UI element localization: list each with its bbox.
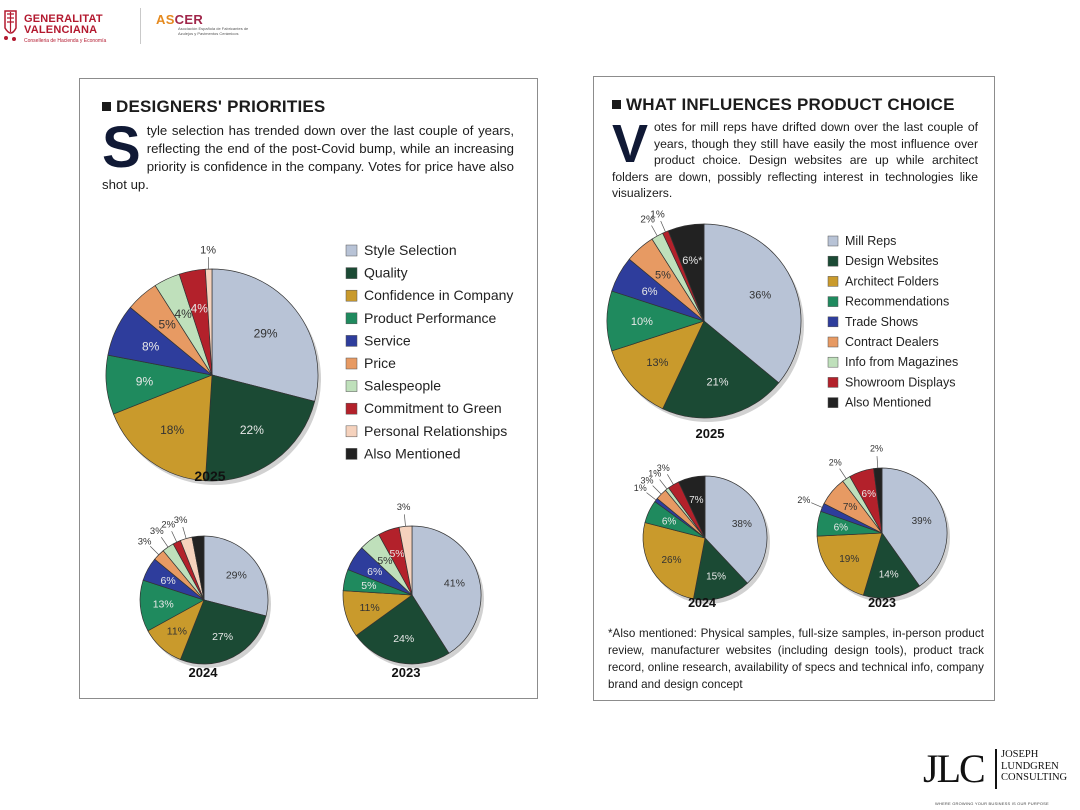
callout-label: 3% <box>656 462 670 473</box>
slice-label: 6% <box>160 574 176 587</box>
year-label: 2024 <box>688 596 716 610</box>
slice-label: 27% <box>212 631 234 644</box>
slice-label: 5% <box>158 317 176 332</box>
jlc-name-line1: JOSEPH <box>1001 749 1039 760</box>
slice-label: 21% <box>706 376 729 389</box>
bat-crest-icon <box>2 8 20 44</box>
callout-leader <box>172 531 177 542</box>
slice-label: 13% <box>646 356 669 369</box>
legend-item: Also Mentioned <box>845 395 932 410</box>
slice-label: 11% <box>359 601 380 614</box>
legend-item: Recommendations <box>845 294 950 309</box>
legend-swatch <box>828 276 838 286</box>
slice-label: 11% <box>166 625 188 638</box>
slice-label: 10% <box>630 315 653 328</box>
legend-swatch <box>828 236 838 246</box>
slice-label: 7% <box>689 494 704 506</box>
slice-label: 15% <box>706 571 727 583</box>
callout-leader <box>653 486 661 494</box>
jlc-divider <box>995 749 997 789</box>
callout-leader <box>150 546 158 554</box>
callout-label: 2% <box>640 214 655 226</box>
year-label: 2025 <box>194 468 226 484</box>
legend-swatch <box>828 297 838 307</box>
callout-label: 1% <box>650 209 665 221</box>
callout-label: 2% <box>869 443 884 454</box>
gv-subtitle: Conselleria de Hacienda y Economía <box>24 38 107 44</box>
legend-item: Trade Shows <box>845 314 919 329</box>
legend-swatch <box>346 358 357 369</box>
slice-label: 4% <box>190 301 208 316</box>
legend-item: Salespeople <box>364 377 442 394</box>
slice-label: 7% <box>842 501 858 513</box>
legend-item: Personal Relationships <box>364 422 508 439</box>
callout-label: 3% <box>149 526 164 538</box>
callout-label: 1% <box>648 468 662 479</box>
callout-leader <box>811 503 822 508</box>
legend-swatch <box>828 398 838 408</box>
callout-leader <box>667 474 673 484</box>
slice-label: 5% <box>654 269 671 282</box>
slice-label: 18% <box>160 423 185 438</box>
slice-label: 9% <box>135 374 154 389</box>
legend-item: Product Performance <box>364 309 497 326</box>
slice-label: 5% <box>389 548 405 561</box>
slice-label: 4% <box>174 306 192 321</box>
slice-label: 29% <box>225 569 247 582</box>
jlc-company-name <box>1001 749 1067 784</box>
slice-label: 6% <box>367 566 383 579</box>
callout-leader <box>661 221 666 232</box>
slice-label: 14% <box>878 569 899 581</box>
legend-swatch <box>828 357 838 367</box>
slice-label: 36% <box>749 289 772 302</box>
callout-leader <box>404 514 405 526</box>
slice-label: 41% <box>443 577 465 590</box>
header-divider <box>140 8 141 44</box>
callout-label: 3% <box>396 502 411 514</box>
slice-label: 39% <box>911 515 932 527</box>
year-label: 2025 <box>695 426 725 441</box>
generalitat-logo <box>2 6 137 46</box>
jlc-logo <box>923 745 1068 807</box>
pie-2024 <box>634 463 770 604</box>
callout-leader <box>651 225 657 236</box>
legend-item: Design Websites <box>845 254 939 269</box>
callout-label: 1% <box>200 244 216 257</box>
legend-swatch <box>346 448 357 459</box>
pie-2023 <box>343 502 484 668</box>
callout-label: 2% <box>797 495 811 506</box>
slice-label: 5% <box>377 554 393 567</box>
legend <box>346 242 513 461</box>
legend-item: Showroom Displays <box>845 375 956 390</box>
callout-label: 3% <box>173 515 188 527</box>
legend-swatch <box>828 377 838 387</box>
legend-item: Quality <box>364 264 408 281</box>
panel-title-text: WHAT INFLUENCES PRODUCT CHOICE <box>626 95 955 114</box>
ascer-logo-b: CER <box>174 12 204 27</box>
jlc-name-line2: LUNDGREN <box>1001 760 1059 772</box>
slice-label: 6% <box>861 489 876 501</box>
slice-label: 6%* <box>682 254 703 267</box>
dropcap: S <box>102 115 141 180</box>
slice-label: 26% <box>661 554 682 566</box>
year-label: 2023 <box>868 596 896 610</box>
legend-swatch <box>346 290 357 301</box>
legend-item: Architect Folders <box>845 274 939 289</box>
callout-label: 3% <box>640 475 654 486</box>
callout-leader <box>660 480 667 489</box>
callout-leader <box>840 469 847 479</box>
legend-swatch <box>346 335 357 346</box>
jlc-tagline: WHERE GROWING YOUR BUSINESS IS OUR PURPOSE <box>935 801 1049 806</box>
pie-2024 <box>138 515 271 668</box>
pie-2025 <box>607 209 804 422</box>
gv-line2: VALENCIANA <box>24 24 98 36</box>
legend-swatch <box>346 381 357 392</box>
legend-item: Confidence in Company <box>364 287 514 304</box>
callout-label: 2% <box>161 519 176 531</box>
intro-body: tyle selection has trended down over the last couple of years, reflecting the end of the post-Covid bump, while an increasing priority is confidence in the company. Votes for price have also shot up. <box>102 123 514 192</box>
designers-pie-charts <box>80 79 539 700</box>
slice-label: 24% <box>393 633 415 646</box>
slice-label: 6% <box>641 285 658 298</box>
panel-title-text: DESIGNERS' PRIORITIES <box>116 97 326 116</box>
legend <box>828 234 958 410</box>
legend-item: Also Mentioned <box>364 445 461 462</box>
legend-item: Mill Reps <box>845 234 897 248</box>
product-choice-pie-charts <box>594 77 996 702</box>
product-choice-panel <box>593 76 995 701</box>
legend-swatch <box>346 245 357 256</box>
slice-label: 29% <box>253 326 278 341</box>
callout-label: 1% <box>633 483 647 494</box>
callout-leader <box>877 456 878 468</box>
jlc-name-line3: CONSULTING <box>1001 772 1068 783</box>
legend-item: Info from Magazines <box>845 355 959 370</box>
legend-item: Style Selection <box>364 242 457 258</box>
footnote: *Also mentioned: Physical samples, full-size samples, in-person product review, manufacturer websites (including design tools), product track record, online research, availability of specs and technical info, company brand and design concept <box>608 627 984 691</box>
legend-swatch <box>828 256 838 266</box>
legend-swatch <box>346 426 357 437</box>
legend-swatch <box>828 337 838 347</box>
ascer-subtitle: Asociación Española de Fabricantes de Azulejos y Pavimentos Cerámicos <box>178 26 249 36</box>
pie-2023 <box>797 444 950 602</box>
slice-label: 6% <box>833 522 849 534</box>
ascer-logo-a: AS <box>156 12 175 27</box>
callout-label: 2% <box>828 457 842 468</box>
callout-leader <box>161 537 168 547</box>
generalitat-name <box>24 14 103 36</box>
legend-item: Price <box>364 355 396 371</box>
pie-2025 <box>106 244 321 485</box>
slice-label: 8% <box>141 339 160 354</box>
legend-item: Contract Dealers <box>845 335 939 349</box>
legend-swatch <box>828 317 838 327</box>
intro-body: otes for mill reps have drifted down over the last couple of years, though they still have easily the most influence over product choice. Design websites are up while architect folders are down, possibly reflecting interest in technologies like visualizers. <box>612 120 978 200</box>
year-label: 2023 <box>391 665 421 680</box>
jlc-mark: JLC <box>923 746 984 791</box>
gv-line1: GENERALITAT <box>24 13 103 25</box>
legend-swatch <box>346 268 357 279</box>
callout-label: 3% <box>137 536 152 548</box>
legend-swatch <box>346 403 357 414</box>
slice-label: 19% <box>839 554 860 566</box>
legend-item: Commitment to Green <box>364 400 502 417</box>
callout-leader <box>183 527 186 539</box>
ascer-logo <box>156 12 203 27</box>
slice-label: 22% <box>239 423 264 438</box>
callout-leader <box>647 493 656 500</box>
year-label: 2024 <box>188 665 218 680</box>
legend-swatch <box>346 313 357 324</box>
slice-label: 5% <box>361 580 377 593</box>
legend-item: Service <box>364 332 411 349</box>
slice-label: 38% <box>731 518 752 530</box>
dropcap: V <box>612 114 649 174</box>
slice-label: 6% <box>661 516 677 528</box>
slice-label: 13% <box>152 598 174 611</box>
designers-priorities-panel <box>79 78 538 699</box>
